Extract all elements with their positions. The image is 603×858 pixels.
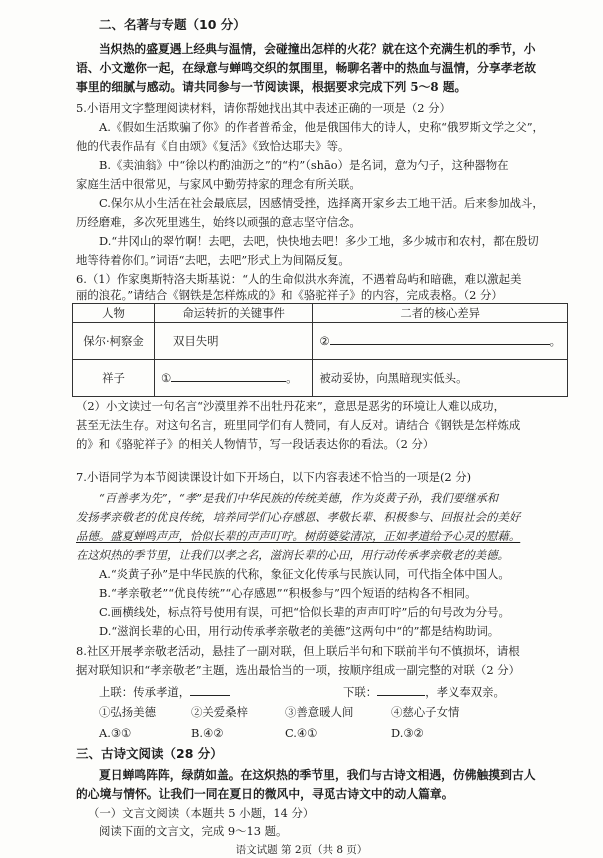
table-header: 人物 <box>73 304 155 323</box>
option-text: B.“孝亲敬老”“优良传统”“心存感恩”“积极参与”四个短语的结构各不相同。 <box>99 586 477 600</box>
couplet-upper <box>99 684 230 699</box>
section-intro: 事里的细腻与感动。请共同参与一节阅读课，根据要求完成下列 5～8 题。 <box>76 80 467 94</box>
option-text: B.《卖油翁》中“徐以杓酌油沥之”的“杓”（shāo）是名词，意为勺子，这种器物在 <box>99 158 509 172</box>
option-text: C.画横线处，标点符号使用有误，可把“恰似长辈的声声叮咛”后的句号改为分号。 <box>99 605 510 619</box>
table-cell-event[interactable] <box>154 360 312 397</box>
question-stem: 8.社区开展孝亲敬老活动，悬挂了一副对联，但上联后半句和下联前半句不慎损坏，请根 <box>76 644 520 658</box>
couplet-lower <box>343 684 505 699</box>
option-text: C.保尔从小生活在社会最底层，因感情受挫，选择离开家乡去工地干活。后来参加战斗， <box>99 196 544 210</box>
answer-blank[interactable] <box>330 333 550 345</box>
period: 。 <box>549 334 561 348</box>
option-text: 他的代表作品有《自由颂》《复活》《致恰达耶夫》等。 <box>76 139 350 153</box>
question-part: 甚至无法生存。对这句名言，班里同学们有人赞同，有人反对。请结合《钢铁是怎样炼成 <box>76 418 521 432</box>
table-header-row <box>73 304 568 323</box>
option-text: A.“炎黄子孙”是中华民族的代称，象征文化传承与民族认同，可代指全体中国人。 <box>99 567 510 581</box>
option-text: D.“滋润长辈的心田，用行动传承孝亲敬老的美德”这两句中“的”都是结构助词。 <box>99 624 500 638</box>
answer-table <box>72 303 568 397</box>
period: 。 <box>286 371 298 385</box>
passage-line: “百善孝为先”，“孝”是我们中华民族的传统美德，作为炎黄子孙，我们要继承和 <box>99 491 499 505</box>
question-part: 的》和《骆驼祥子》的相关人物情节，写一段话表达你的看法。（2 分） <box>76 437 435 451</box>
choice-item: ①弘扬美德 <box>99 705 156 719</box>
section-intro: 夏日蝉鸣阵阵，绿荫如盖。在这炽热的季节里，我们与古诗文相遇，仿佛触摸到古人 <box>99 768 536 782</box>
underlined-passage: 品德。盛夏蝉鸣声声，恰似长辈的声声叮咛。树荫婆娑清凉，正如孝道给予心灵的慰藉。 <box>76 529 521 543</box>
option-text: 家庭生活中很常见，与家风中勤劳持家的理念有所关联。 <box>76 177 361 191</box>
passage-line: 发扬孝亲敬老的优良传统，培养同学们心存感恩、孝敬长辈、积极参与、回报社会的美好 <box>76 510 521 524</box>
option-text: 历经磨难，多次死里逃生，始终以顽强的意志坚守信念。 <box>76 215 361 229</box>
answer-option: D.③② <box>391 726 424 740</box>
option-text: D.“井冈山的翠竹啊！去吧，去吧，快快地去吧！多少工地，多少城市和农村，都在殷切 <box>99 234 539 248</box>
couplet-lower-prefix: 下联： <box>343 685 378 699</box>
answer-blank[interactable] <box>171 370 286 382</box>
choice-item: ④慈心子女情 <box>391 705 460 719</box>
table-cell-person: 祥子 <box>73 360 155 397</box>
section-intro: 语、小文邀你一起，在绿意与蝉鸣交织的氛围里，畅聊名著中的热血与温情，分享孝老故 <box>76 61 537 75</box>
option-text: A.《假如生活欺骗了你》的作者普希金，他是俄国伟大的诗人，史称“俄罗斯文学之父”， <box>99 120 544 134</box>
instruction: 阅读下面的文言文，完成 9～13 题。 <box>99 824 288 838</box>
question-part: （2）小文读过一句名言“沙漠里养不出牡丹花来”，意思是恶劣的环境让人难以成功， <box>76 399 505 413</box>
couplet-lower-suffix: ，孝义奉双亲。 <box>425 685 505 699</box>
section-intro: 当炽热的盛夏遇上经典与温情，会碰撞出怎样的火花？就在这个充满生机的季节，小 <box>99 42 536 56</box>
section-title: 三、古诗文阅读（28 分） <box>76 746 223 761</box>
answer-option: B.④② <box>191 726 224 740</box>
section-title: 二、名著与专题（10 分） <box>99 17 246 32</box>
question-stem: 7.小语同学为本节阅读课设计如下开场白，以下内容表述不恰当的一项是(2 分) <box>76 470 472 484</box>
blank-marker: ② <box>319 334 330 348</box>
question-stem: 5.小语用文字整理阅读材料，请你帮她找出其中表述正确的一项是（2 分） <box>76 101 451 115</box>
question-stem: 据对联知识和“孝亲敬老”主题，选出最恰当的一项，按顺序组成一副完整的对联（2 分） <box>76 663 520 677</box>
subsection-title: （一）文言文阅读（本题共 5 小题，14 分） <box>88 806 315 820</box>
passage-line: 在这炽热的季节里，让我们以孝之名，滋润长辈的心田，用行动传承孝亲敬老的美德。 <box>76 548 509 562</box>
blank-marker: ① <box>160 371 172 385</box>
couplet-blank[interactable] <box>190 684 230 696</box>
table-cell-person: 保尔·柯察金 <box>73 323 155 360</box>
page-footer: 语文试题 第 2页（共 8 页） <box>235 844 368 856</box>
couplet-upper-text: 上联：传承孝道， <box>99 685 191 699</box>
answer-option: C.④① <box>285 726 318 740</box>
table-cell-diff: 被动妥协，向黑暗现实低头。 <box>313 360 568 397</box>
table-row <box>73 323 568 360</box>
table-header: 命运转折的关键事件 <box>154 304 312 323</box>
answer-option: A.③① <box>99 726 132 740</box>
table-header: 二者的核心差异 <box>313 304 568 323</box>
table-cell-event: 双目失明 <box>154 323 312 360</box>
question-stem: 6.（1）作家奥斯特洛夫斯基说：“人的生命似洪水奔流，不遇着岛屿和暗礁，难以激起美 <box>76 272 522 286</box>
option-text: 地等待着你们。”词语“去吧，去吧”形式上为间隔反复。 <box>76 253 350 267</box>
question-stem: 丽的浪花。”请结合《钢铁是怎样炼成的》和《骆驼祥子》的内容，完成表格。（2 分） <box>76 288 503 302</box>
table-cell-diff[interactable] <box>313 323 568 360</box>
table-row <box>73 360 568 397</box>
couplet-blank[interactable] <box>377 684 425 696</box>
choice-item: ③善意暖人间 <box>285 705 354 719</box>
choice-item: ②关爱桑梓 <box>191 705 248 719</box>
section-intro: 的心境与情怀。让我们一同在夏日的微风中，寻觅古诗文中的动人篇章。 <box>76 787 454 801</box>
